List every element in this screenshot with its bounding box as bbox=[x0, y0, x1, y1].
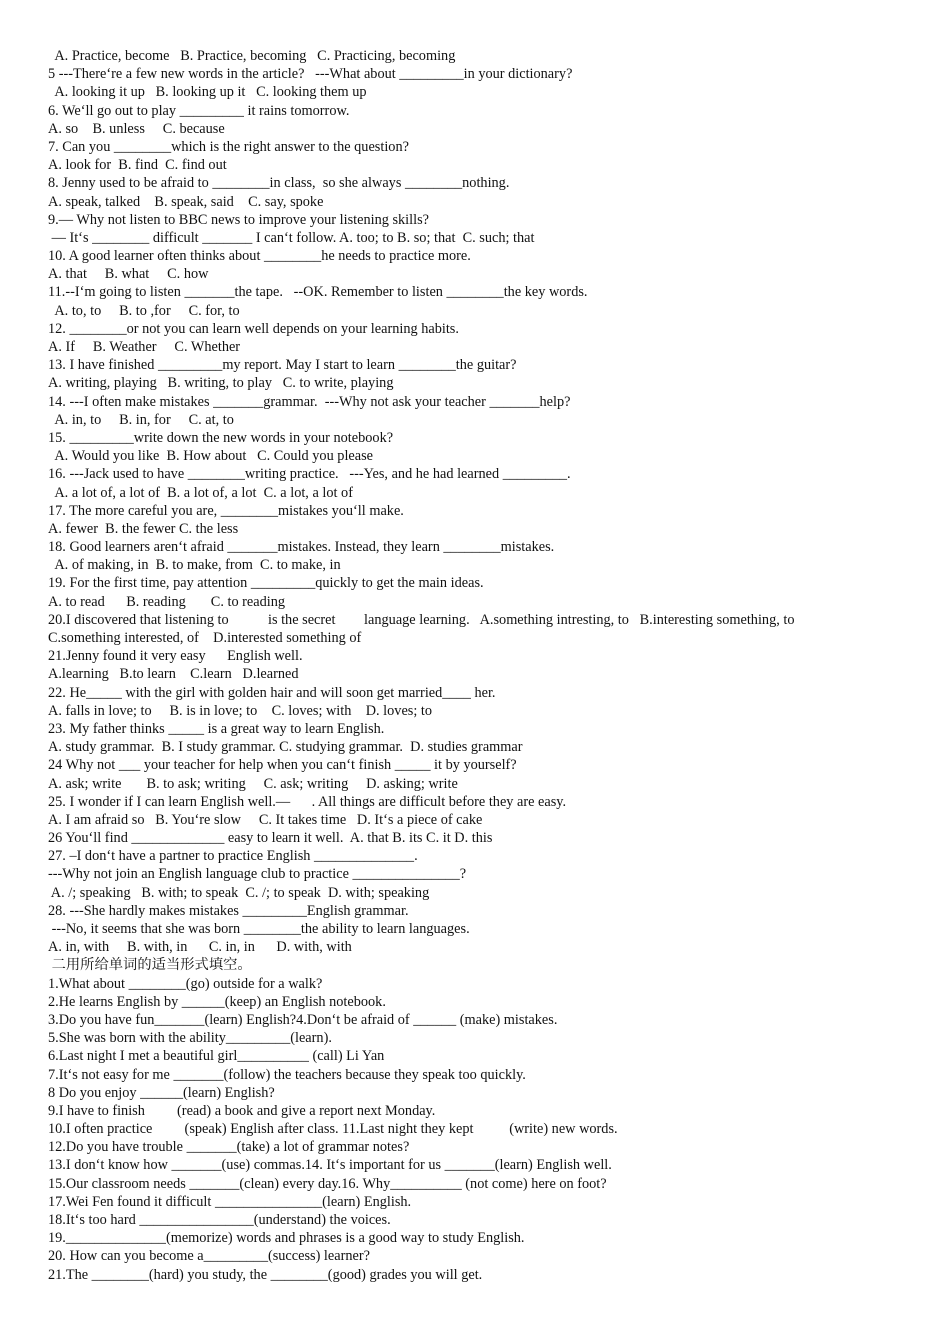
text-line: C.something interested, of D.interested something of bbox=[48, 630, 362, 646]
text-line: 12.Do you have trouble _______(take) a lot of grammar notes? bbox=[48, 1139, 410, 1156]
text-line: 17.Wei Fen found it difficult _______________(learn) English. bbox=[48, 1193, 412, 1210]
text-line: 17. The more careful you are, ________mistakes you‘ll make. bbox=[48, 502, 404, 519]
section-heading: 二用所给单词的适当形式填空。 bbox=[48, 957, 252, 974]
text-line: A. I am afraid so B. You‘re slow C. It takes time D. It‘s a piece of cake bbox=[48, 811, 483, 828]
text-line: 2.He learns English by ______(keep) an English notebook. bbox=[48, 993, 386, 1010]
text-line: A. in, with B. with, in C. in, in D. with, with bbox=[48, 939, 352, 956]
text-line: 21.The ________(hard) you study, the ________(good) grades you will get. bbox=[48, 1266, 483, 1283]
text-line: 10.I often practice (speak) English after class. 11.Last night they kept (write) new words. bbox=[48, 1121, 618, 1138]
text-line: A. Would you like B. How about C. Could you please bbox=[48, 448, 374, 465]
text-line: A. so B. unless C. because bbox=[48, 120, 225, 137]
text-line: 21.Jenny found it very easy English well. bbox=[48, 648, 303, 665]
text-line: 8 Do you enjoy ______(learn) English? bbox=[48, 1084, 275, 1101]
text-line: 6.Last night I met a beautiful girl__________ (call) Li Yan bbox=[48, 1048, 385, 1065]
text-line: 6. We‘ll go out to play _________ it rains tomorrow. bbox=[48, 102, 350, 119]
text-line: 7.It‘s not easy for me _______(follow) the teachers because they speak too quickly. bbox=[48, 1066, 526, 1083]
text-line: 1.What about ________(go) outside for a walk? bbox=[48, 975, 323, 992]
text-line: ---Why not join an English language club to practice _______________? bbox=[48, 866, 467, 883]
text-line: A. speak, talked B. speak, said C. say, spoke bbox=[48, 193, 324, 210]
text-line: 13. I have finished _________my report. May I start to learn ________the guitar? bbox=[48, 357, 517, 374]
text-line: 7. Can you ________which is the right answer to the question? bbox=[48, 138, 409, 155]
text-line: 8. Jenny used to be afraid to ________in class, so she always ________nothing. bbox=[48, 175, 510, 192]
text-line: 3.Do you have fun_______(learn) English?4.Don‘t be afraid of ______ (make) mistakes. bbox=[48, 1011, 558, 1028]
text-line: 20. How can you become a_________(success) learner? bbox=[48, 1248, 370, 1265]
text-line: ---No, it seems that she was born ________the ability to learn languages. bbox=[48, 921, 470, 937]
text-line: A. looking it up B. looking up it C. looking them up bbox=[48, 84, 367, 101]
text-line: 24 Why not ___ your teacher for help when you can‘t finish _____ it by yourself? bbox=[48, 757, 517, 774]
text-line: A. in, to B. in, for C. at, to bbox=[48, 411, 234, 428]
text-line: A.learning B.to learn C.learn D.learned bbox=[48, 666, 299, 683]
text-line: A. writing, playing B. writing, to play C. to write, playing bbox=[48, 375, 394, 392]
text-line: 26 You‘ll find _____________ easy to learn it well. A. that B. its C. it D. this bbox=[48, 830, 493, 847]
text-line: 5 ---There‘re a few new words in the article? ---What about _________in your dictionary? bbox=[48, 66, 573, 83]
text-line: 22. He_____ with the girl with golden hair and will soon get married____ her. bbox=[48, 684, 496, 701]
text-line: 18. Good learners aren‘t afraid _______mistakes. Instead, they learn ________mistakes. bbox=[48, 539, 555, 556]
worksheet-page bbox=[48, 47, 928, 1284]
text-line: A. to, to B. to ,for C. for, to bbox=[48, 302, 240, 319]
text-line: 25. I wonder if I can learn English well.— . All things are difficult before they are easy. bbox=[48, 793, 567, 810]
text-line: 19. For the first time, pay attention _________quickly to get the main ideas. bbox=[48, 575, 484, 592]
text-line: 9.I have to finish (read) a book and give a report next Monday. bbox=[48, 1102, 436, 1119]
text-line: A. that B. what C. how bbox=[48, 266, 209, 283]
text-line: 15. _________write down the new words in your notebook? bbox=[48, 429, 394, 446]
text-line: 27. –I don‘t have a partner to practice English ______________. bbox=[48, 848, 418, 865]
text-line: 10. A good learner often thinks about ________he needs to practice more. bbox=[48, 248, 471, 265]
text-line: A. ask; write B. to ask; writing C. ask; writing D. asking; write bbox=[48, 775, 458, 792]
text-line: 13.I don‘t know how _______(use) commas.14. It‘s important for us _______(learn) English well. bbox=[48, 1157, 612, 1174]
text-line: 19.______________(memorize) words and phrases is a good way to study English. bbox=[48, 1230, 525, 1247]
text-line: 23. My father thinks _____ is a great way to learn English. bbox=[48, 720, 385, 737]
text-line: A. a lot of, a lot of B. a lot of, a lot C. a lot, a lot of bbox=[48, 484, 353, 501]
text-line: 28. ---She hardly makes mistakes _________English grammar. bbox=[48, 902, 409, 919]
text-line: A. Practice, become B. Practice, becoming C. Practicing, becoming bbox=[48, 48, 456, 64]
text-line: A. If B. Weather C. Whether bbox=[48, 339, 241, 355]
text-line: A. of making, in B. to make, from C. to make, in bbox=[48, 557, 341, 574]
text-line: — It‘s ________ difficult _______ I can‘t follow. A. too; to B. so; that C. such; that bbox=[48, 229, 535, 246]
text-line: A. to read B. reading C. to reading bbox=[48, 593, 286, 610]
text-line: 18.It‘s too hard ________________(understand) the voices. bbox=[48, 1212, 391, 1228]
text-line: A. falls in love; to B. is in love; to C. loves; with D. loves; to bbox=[48, 702, 433, 719]
text-line: 16. ---Jack used to have ________writing practice. ---Yes, and he had learned _________. bbox=[48, 466, 571, 483]
text-line: 12. ________or not you can learn well depends on your learning habits. bbox=[48, 320, 459, 337]
text-line: 9.— Why not listen to BBC news to improve your listening skills? bbox=[48, 211, 429, 228]
text-line: A. look for B. find C. find out bbox=[48, 157, 227, 174]
text-line: A. /; speaking B. with; to speak C. /; to speak D. with; speaking bbox=[48, 884, 430, 901]
text-line: 15.Our classroom needs _______(clean) every day.16. Why__________ (not come) here on foot? bbox=[48, 1175, 607, 1192]
text-line: 11.--I‘m going to listen _______the tape. --OK. Remember to listen ________the key words. bbox=[48, 284, 588, 301]
text-line: A. fewer B. the fewer C. the less bbox=[48, 520, 239, 537]
text-line: 14. ---I often make mistakes _______grammar. ---Why not ask your teacher _______help? bbox=[48, 393, 571, 410]
text-line: 5.She was born with the ability_________(learn). bbox=[48, 1030, 332, 1047]
text-line: A. study grammar. B. I study grammar. C. studying grammar. D. studies grammar bbox=[48, 739, 523, 756]
text-line: 20.I discovered that listening to is the secret language learning. A.something intresting, to B.interesting something, to bbox=[48, 611, 795, 628]
